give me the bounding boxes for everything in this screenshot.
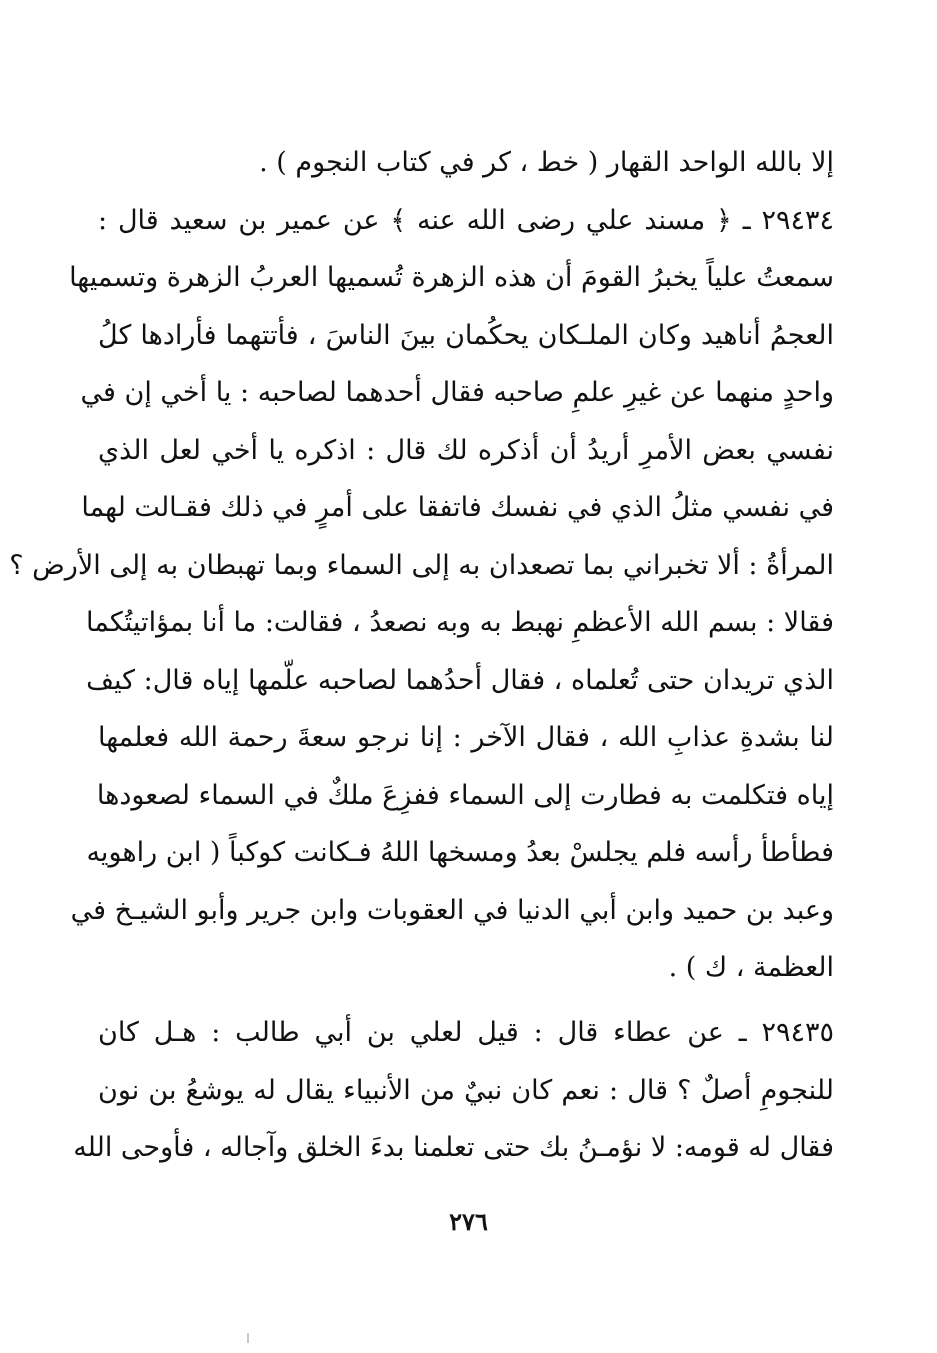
text-line: وعبد بن حميد وابن أبي الدنيا في العقوبات وابن جرير وأبو الشيـخ في xyxy=(70,894,834,926)
text-line: الذي تريدان حتى تُعلماه ، فقال أحدُهما لصاحبه علّمها إياه قال: كيف xyxy=(86,664,834,696)
text-line: العظمة ، ك ) . xyxy=(668,952,834,983)
text-line: إياه فتكلمت به فطارت إلى السماء ففزِعَ ملكٌ في السماء لصعودها xyxy=(96,779,834,811)
text-line: ٢٩٤٣٤ ـ ﴿ مسند علي رضى الله عنه ﴾ عن عمير بن سعيد قال : xyxy=(98,204,834,236)
text-line: إلا بالله الواحد القهار ( خط ، كر في كتاب النجوم ) . xyxy=(259,147,834,178)
text-line: للنجومِ أصلٌ ؟ قال : نعم كان نبيٌ من الأنبياء يقال له يوشعُ بن نون xyxy=(98,1074,834,1106)
text-line: لنا بشدةِ عذابِ الله ، فقال الآخر : إنا نرجو سعةَ رحمة الله فعلمها xyxy=(98,722,834,753)
text-line: في نفسي مثلُ الذي في نفسك فاتفقا على أمرٍ في ذلك فقـالت لهما xyxy=(81,492,834,523)
text-line: ٢٩٤٣٥ ـ عن عطاء قال : قيل لعلي بن أبي طالب : هـل كان xyxy=(98,1017,834,1048)
text-line: فقالا : بسم الله الأعظمِ نهبط به وبه نصعدُ ، فقالت: ما أنا بمؤاتيتُكما xyxy=(86,607,834,638)
text-line: العجمُ أناهيد وكان الملـكان يحكُمان بينَ الناسَ ، فأتتهما فأرادها كلُ xyxy=(98,319,834,351)
text-line: واحدٍ منهما عن غيرِ علمِ صاحبه فقال أحدهما لصاحبه : يا أخي إن في xyxy=(80,377,834,408)
page-number: ٢٧٦ xyxy=(449,1207,488,1236)
text-line: سمعتُ علياً يخبرُ القومَ أن هذه الزهرة تُسميها العربُ الزهرة وتسميها xyxy=(69,262,834,293)
text-line: المرأةُ : ألا تخبراني بما تصعدان به إلى السماء وبما تهبطان به إلى الأرض ؟ xyxy=(9,549,834,581)
text-line: فقال له قومه: لا نؤمـنُ بك حتى تعلمنا بدءَ الخلق وآجاله ، فأوحى الله xyxy=(73,1132,834,1163)
paragraph-hadith-29435 xyxy=(73,1004,834,1177)
paragraph-hadith-29434 xyxy=(9,134,834,997)
scan-speck xyxy=(247,1333,249,1343)
text-line: نفسي بعض الأمرِ أريدُ أن أذكره لك قال : اذكره يا أخي لعل الذي xyxy=(98,434,834,466)
text-line: فطأطأ رأسه فلم يجلسْ بعدُ ومسخها اللهُ فـكانت كوكباً ( ابن راهويه xyxy=(86,837,834,868)
